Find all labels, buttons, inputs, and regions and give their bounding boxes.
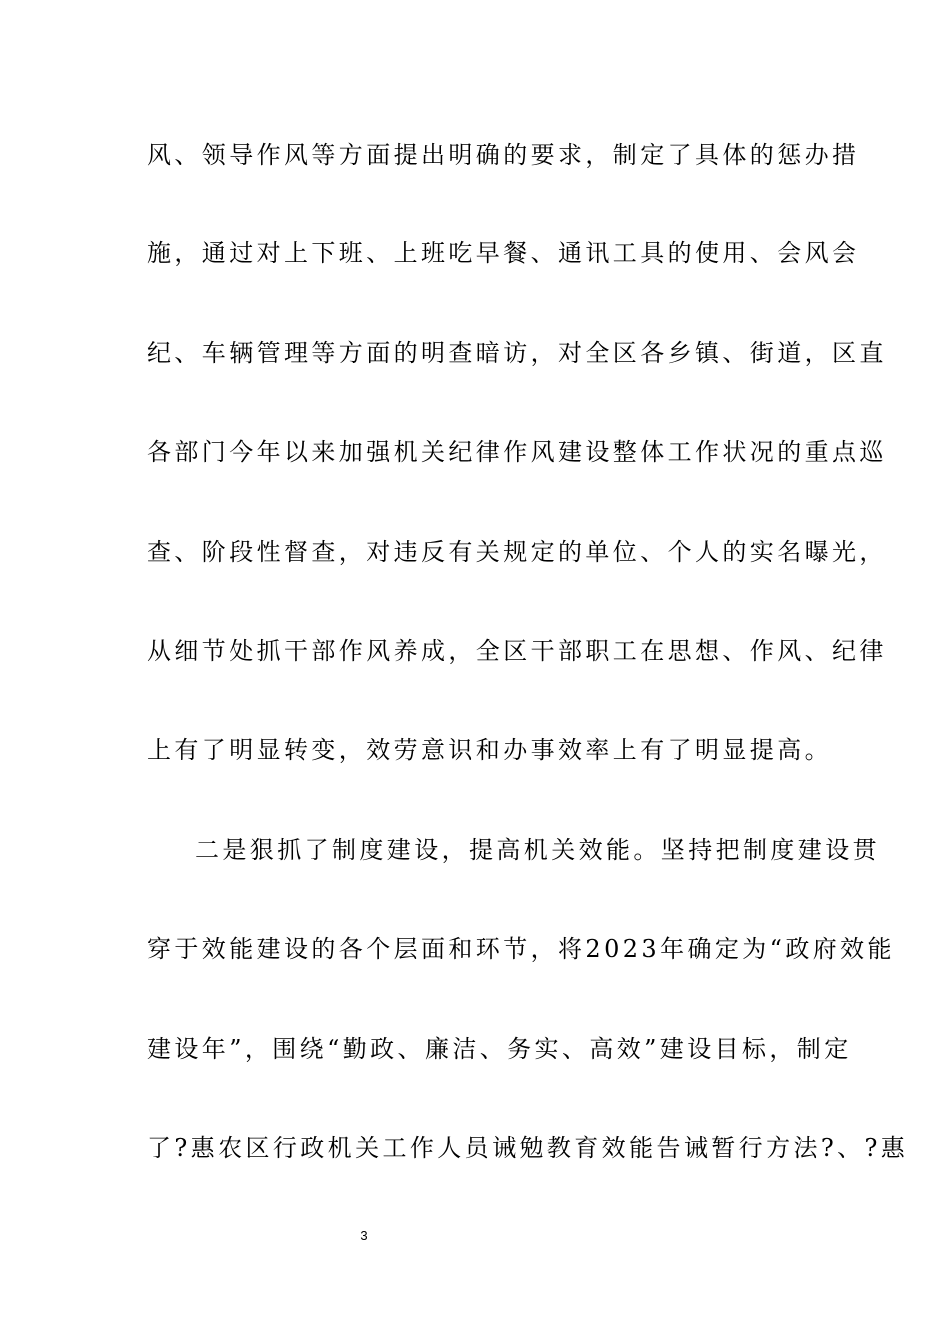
text-line-3: 纪、车辆管理等方面的明查暗访，对全区各乡镇、街道，区直 [147,339,887,367]
text-line-7: 上有了明显转变，效劳意识和办事效率上有了明显提高。 [147,736,832,764]
text-line-6: 从细节处抓干部作风养成，全区干部职工在思想、作风、纪律 [147,637,887,665]
text-line-1: 风、领导作风等方面提出明确的要求，制定了具体的惩办措 [147,141,860,169]
text-line-4: 各部门今年以来加强机关纪律作风建设整体工作状况的重点巡 [147,438,887,466]
text-line-2: 施，通过对上下班、上班吃早餐、通讯工具的使用、会风会 [147,239,860,267]
text-line-9: 穿于效能建设的各个层面和环节，将2023年确定为“政府效能 [147,935,895,963]
text-line-5: 查、阶段性督查，对违反有关规定的单位、个人的实名曝光， [147,538,887,566]
page-number: 3 [360,1228,368,1243]
text-line-10: 建设年”，围绕“勤政、廉洁、务实、高效”建设目标，制定 [147,1035,852,1063]
text-line-11: 了?惠农区行政机关工作人员诫勉教育效能告诫暂行方法?、?惠 [147,1134,909,1162]
paragraph-start-line: 二是狠抓了制度建设，提高机关效能。坚持把制度建设贯 [195,836,880,864]
